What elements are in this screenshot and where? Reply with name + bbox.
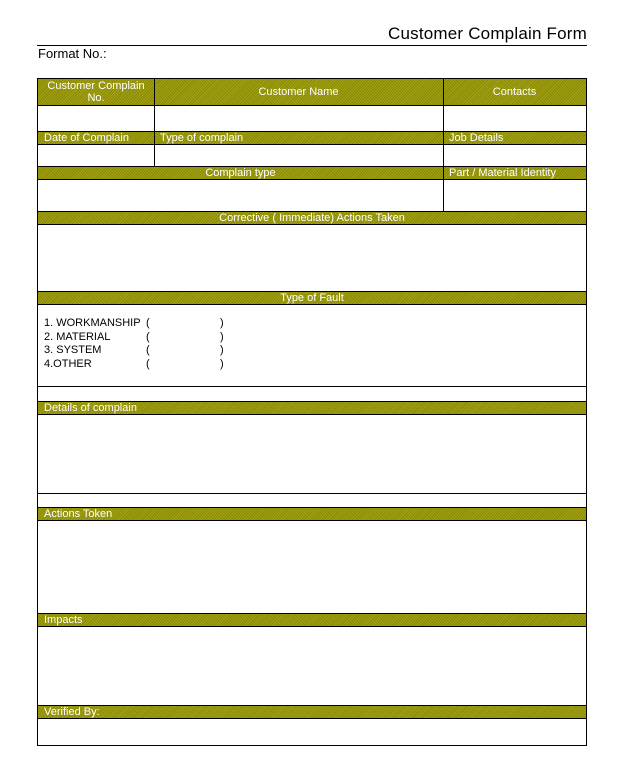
fault-type-list — [44, 317, 244, 371]
actions-token-field[interactable] — [39, 522, 585, 612]
details-of-complain-field[interactable] — [39, 416, 585, 492]
fault-label: 4.OTHER — [44, 357, 92, 370]
job-details-field[interactable] — [444, 146, 585, 165]
complain-no-field[interactable] — [39, 107, 153, 130]
label-part-material-identity: Part / Material Identity — [443, 166, 586, 180]
date-of-complain-field[interactable] — [39, 146, 153, 165]
part-material-identity-field[interactable] — [444, 181, 585, 210]
complaint-form-grid — [37, 78, 587, 746]
details-section-divider — [38, 493, 586, 494]
fault-item-material[interactable] — [44, 331, 244, 345]
fault-bracket-open: ( — [146, 344, 150, 356]
header-complain-no: Customer Complain No. — [38, 79, 154, 106]
format-number-label: Format No.: — [38, 46, 107, 61]
fault-label: 3. SYSTEM — [44, 344, 102, 356]
fault-item-system[interactable] — [44, 344, 244, 358]
customer-name-field[interactable] — [155, 107, 442, 130]
section-verified-by: Verified By: — [38, 705, 586, 719]
fault-item-other[interactable] — [44, 358, 244, 372]
fault-bracket-close: ) — [220, 357, 224, 370]
fault-label: 1. WORKMANSHIP — [44, 317, 141, 329]
section-corrective-actions: Corrective ( Immediate) Actions Taken — [38, 211, 586, 225]
label-complain-type: Complain type — [38, 166, 443, 180]
contacts-field[interactable] — [444, 107, 585, 130]
fault-bracket-close: ) — [220, 344, 224, 356]
corrective-actions-field[interactable] — [39, 226, 585, 290]
verified-by-field[interactable] — [39, 720, 585, 745]
complain-type-field[interactable] — [39, 181, 442, 210]
fault-section-divider — [38, 386, 586, 387]
header-contacts: Contacts — [443, 79, 586, 106]
section-impacts: Impacts — [38, 613, 586, 627]
fault-bracket-open: ( — [146, 330, 150, 343]
fault-bracket-close: ) — [220, 317, 224, 329]
impacts-field[interactable] — [39, 628, 585, 704]
form-title: Customer Complain Form — [387, 24, 587, 43]
fault-label: 2. MATERIAL — [44, 330, 111, 343]
label-date-of-complain: Date of Complain — [38, 131, 154, 145]
label-job-details: Job Details — [443, 131, 586, 145]
fault-item-workmanship[interactable] — [44, 317, 244, 331]
section-details-of-complain: Details of complain — [38, 401, 586, 415]
fault-bracket-open: ( — [146, 317, 150, 329]
header-customer-name: Customer Name — [154, 79, 443, 106]
type-of-complain-field[interactable] — [155, 146, 442, 165]
section-type-of-fault: Type of Fault — [38, 291, 586, 305]
fault-bracket-close: ) — [220, 330, 224, 343]
title-underline — [37, 45, 587, 46]
fault-bracket-open: ( — [146, 357, 150, 370]
section-actions-token: Actions Token — [38, 507, 586, 521]
label-type-of-complain: Type of complain — [154, 131, 443, 145]
